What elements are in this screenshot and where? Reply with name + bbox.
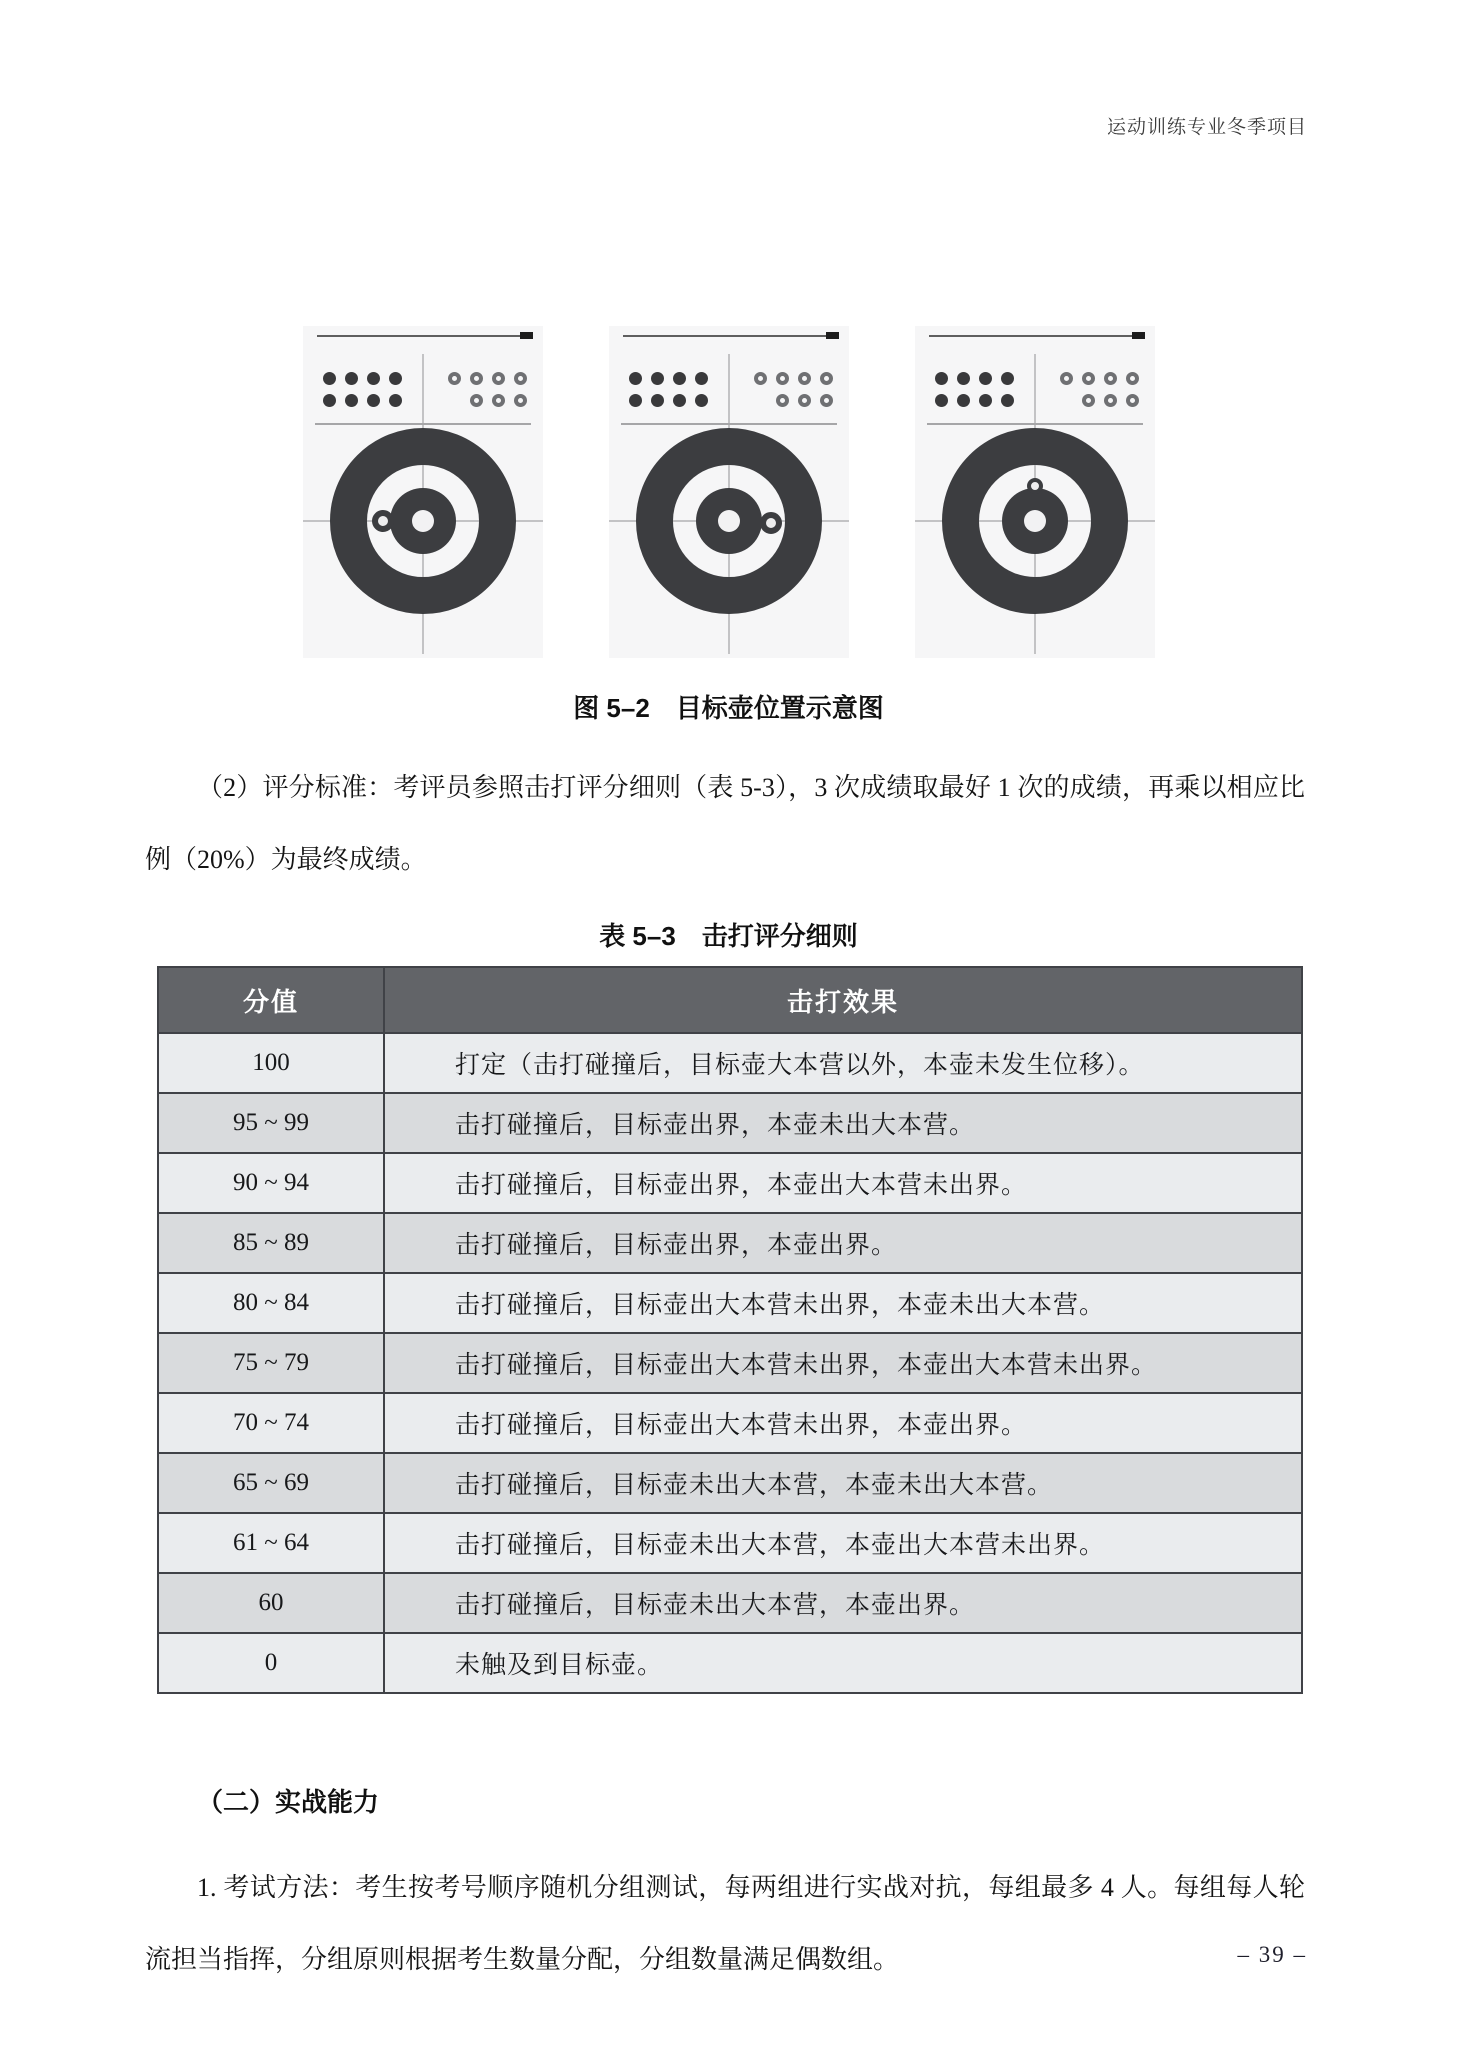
score-cell: 100 xyxy=(158,1033,384,1093)
stone-dot-icon xyxy=(651,372,664,385)
table-row xyxy=(158,1453,1302,1513)
effect-cell: 未触及到目标壶。 xyxy=(384,1633,1302,1693)
score-cell: 85 ~ 89 xyxy=(158,1213,384,1273)
effect-cell: 击打碰撞后，目标壶未出大本营，本壶未出大本营。 xyxy=(384,1453,1302,1513)
stone-dot-icon xyxy=(651,394,664,407)
stone-dot-icon xyxy=(389,394,402,407)
table-title: 表 5–3 击打评分细则 xyxy=(599,921,858,951)
stone-dot-icon xyxy=(695,394,708,407)
stone-dot-icon xyxy=(979,372,992,385)
panel-top-line xyxy=(929,335,1143,337)
ring-dots-group xyxy=(1060,372,1139,407)
stone-dot-icon xyxy=(673,394,686,407)
filled-dots-group xyxy=(629,372,708,407)
stone-ring-icon xyxy=(448,372,461,385)
stone-ring-icon xyxy=(754,372,767,385)
stone-dot-icon xyxy=(1001,394,1014,407)
filled-dots-group xyxy=(935,372,1014,407)
table-row xyxy=(158,1033,1302,1093)
score-table-body xyxy=(158,1033,1302,1693)
curling-house xyxy=(636,428,822,614)
stone-ring-icon xyxy=(820,394,833,407)
stone-dot-icon xyxy=(673,372,686,385)
effect-cell: 击打碰撞后，目标壶未出大本营，本壶出大本营未出界。 xyxy=(384,1513,1302,1573)
section-heading: （二）实战能力 xyxy=(197,1788,380,1817)
score-cell: 70 ~ 74 xyxy=(158,1393,384,1453)
stone-dot-icon xyxy=(629,372,642,385)
table-row xyxy=(158,1153,1302,1213)
curling-house xyxy=(942,428,1128,614)
figure-caption: 图 5–2 目标壶位置示意图 xyxy=(573,693,884,723)
ring-dots-group xyxy=(754,372,833,407)
stone-dot-icon xyxy=(957,394,970,407)
stone-ring-icon xyxy=(470,394,483,407)
stone-dot-icon xyxy=(935,372,948,385)
stone-dot-icon xyxy=(345,394,358,407)
stone-dot-icon xyxy=(935,394,948,407)
table-row xyxy=(158,1513,1302,1573)
method-paragraph: 1. 考试方法：考生按考号顺序随机分组测试，每两组进行实战对抗，每组最多 4 人。每组每人轮流担当指挥，分组原则根据考生数量分配，分组数量满足偶数组。 xyxy=(145,1873,1305,1974)
house-button xyxy=(718,510,740,532)
target-panel xyxy=(303,326,543,658)
stone-ring-icon xyxy=(798,394,811,407)
filled-dots-group xyxy=(323,372,402,407)
score-cell: 75 ~ 79 xyxy=(158,1333,384,1393)
score-cell: 95 ~ 99 xyxy=(158,1093,384,1153)
effect-cell: 打定（击打碰撞后，目标壶大本营以外，本壶未发生位移）。 xyxy=(384,1033,1302,1093)
stone-ring-icon xyxy=(514,394,527,407)
score-table xyxy=(157,966,1303,1694)
stone-ring-icon xyxy=(514,372,527,385)
figure-panels xyxy=(303,326,1155,658)
panel-top-line xyxy=(317,335,531,337)
scoring-paragraph: （2）评分标准：考评员参照击打评分细则（表 5-3），3 次成绩取最好 1 次的成绩，再乘以相应比例（20%）为最终成绩。 xyxy=(145,773,1305,874)
effect-cell: 击打碰撞后，目标壶出界，本壶出界。 xyxy=(384,1213,1302,1273)
panel-corner-mark-icon xyxy=(1132,332,1145,339)
curling-stone xyxy=(1027,478,1043,494)
stone-dot-icon xyxy=(979,394,992,407)
curling-house xyxy=(330,428,516,614)
stone-dot-icon xyxy=(695,372,708,385)
score-cell: 60 xyxy=(158,1573,384,1633)
stone-ring-icon xyxy=(776,372,789,385)
dots-underline xyxy=(315,423,531,425)
dots-underline xyxy=(621,423,837,425)
column-header-score: 分值 xyxy=(158,967,384,1033)
table-row xyxy=(158,1093,1302,1153)
stone-ring-icon xyxy=(1082,372,1095,385)
stone-dot-icon xyxy=(957,372,970,385)
stone-ring-icon xyxy=(470,372,483,385)
stone-ring-icon xyxy=(820,372,833,385)
effect-cell: 击打碰撞后，目标壶出界，本壶出大本营未出界。 xyxy=(384,1153,1302,1213)
house-button xyxy=(412,510,434,532)
panel-corner-mark-icon xyxy=(826,332,839,339)
table-row xyxy=(158,1273,1302,1333)
ring-dots-group xyxy=(448,372,527,407)
stone-dot-icon xyxy=(323,394,336,407)
stone-ring-icon xyxy=(1104,372,1117,385)
house-button xyxy=(1024,510,1046,532)
page-number: – 39 – xyxy=(1237,1942,1307,1967)
effect-cell: 击打碰撞后，目标壶未出大本营，本壶出界。 xyxy=(384,1573,1302,1633)
table-row xyxy=(158,1633,1302,1693)
dots-underline xyxy=(927,423,1143,425)
stone-ring-icon xyxy=(1104,394,1117,407)
stone-ring-icon xyxy=(776,394,789,407)
stone-ring-icon xyxy=(1082,394,1095,407)
panel-corner-mark-icon xyxy=(520,332,533,339)
target-panel xyxy=(609,326,849,658)
score-cell: 0 xyxy=(158,1633,384,1693)
stone-ring-icon xyxy=(1126,372,1139,385)
target-panel xyxy=(915,326,1155,658)
stone-dot-icon xyxy=(367,372,380,385)
table-row xyxy=(158,1573,1302,1633)
stone-dot-icon xyxy=(1001,372,1014,385)
column-header-effect: 击打效果 xyxy=(384,967,1302,1033)
table-row xyxy=(158,1333,1302,1393)
stone-dot-icon xyxy=(323,372,336,385)
curling-stone xyxy=(760,512,782,534)
panel-top-line xyxy=(623,335,837,337)
table-row xyxy=(158,1213,1302,1273)
score-cell: 90 ~ 94 xyxy=(158,1153,384,1213)
stone-ring-icon xyxy=(492,372,505,385)
stone-dot-icon xyxy=(629,394,642,407)
effect-cell: 击打碰撞后，目标壶出大本营未出界，本壶未出大本营。 xyxy=(384,1273,1302,1333)
effect-cell: 击打碰撞后，目标壶出界，本壶未出大本营。 xyxy=(384,1093,1302,1153)
effect-cell: 击打碰撞后，目标壶出大本营未出界，本壶出大本营未出界。 xyxy=(384,1333,1302,1393)
stone-ring-icon xyxy=(798,372,811,385)
stone-ring-icon xyxy=(1126,394,1139,407)
stone-ring-icon xyxy=(492,394,505,407)
running-head: 运动训练专业冬季项目 xyxy=(1106,117,1307,138)
score-cell: 65 ~ 69 xyxy=(158,1453,384,1513)
stone-dot-icon xyxy=(389,372,402,385)
stone-dot-icon xyxy=(367,394,380,407)
table-row xyxy=(158,1393,1302,1453)
curling-stone xyxy=(372,510,394,532)
score-cell: 80 ~ 84 xyxy=(158,1273,384,1333)
score-cell: 61 ~ 64 xyxy=(158,1513,384,1573)
stone-ring-icon xyxy=(1060,372,1073,385)
stone-dot-icon xyxy=(345,372,358,385)
effect-cell: 击打碰撞后，目标壶出大本营未出界，本壶出界。 xyxy=(384,1393,1302,1453)
table-header-row xyxy=(158,967,1302,1033)
